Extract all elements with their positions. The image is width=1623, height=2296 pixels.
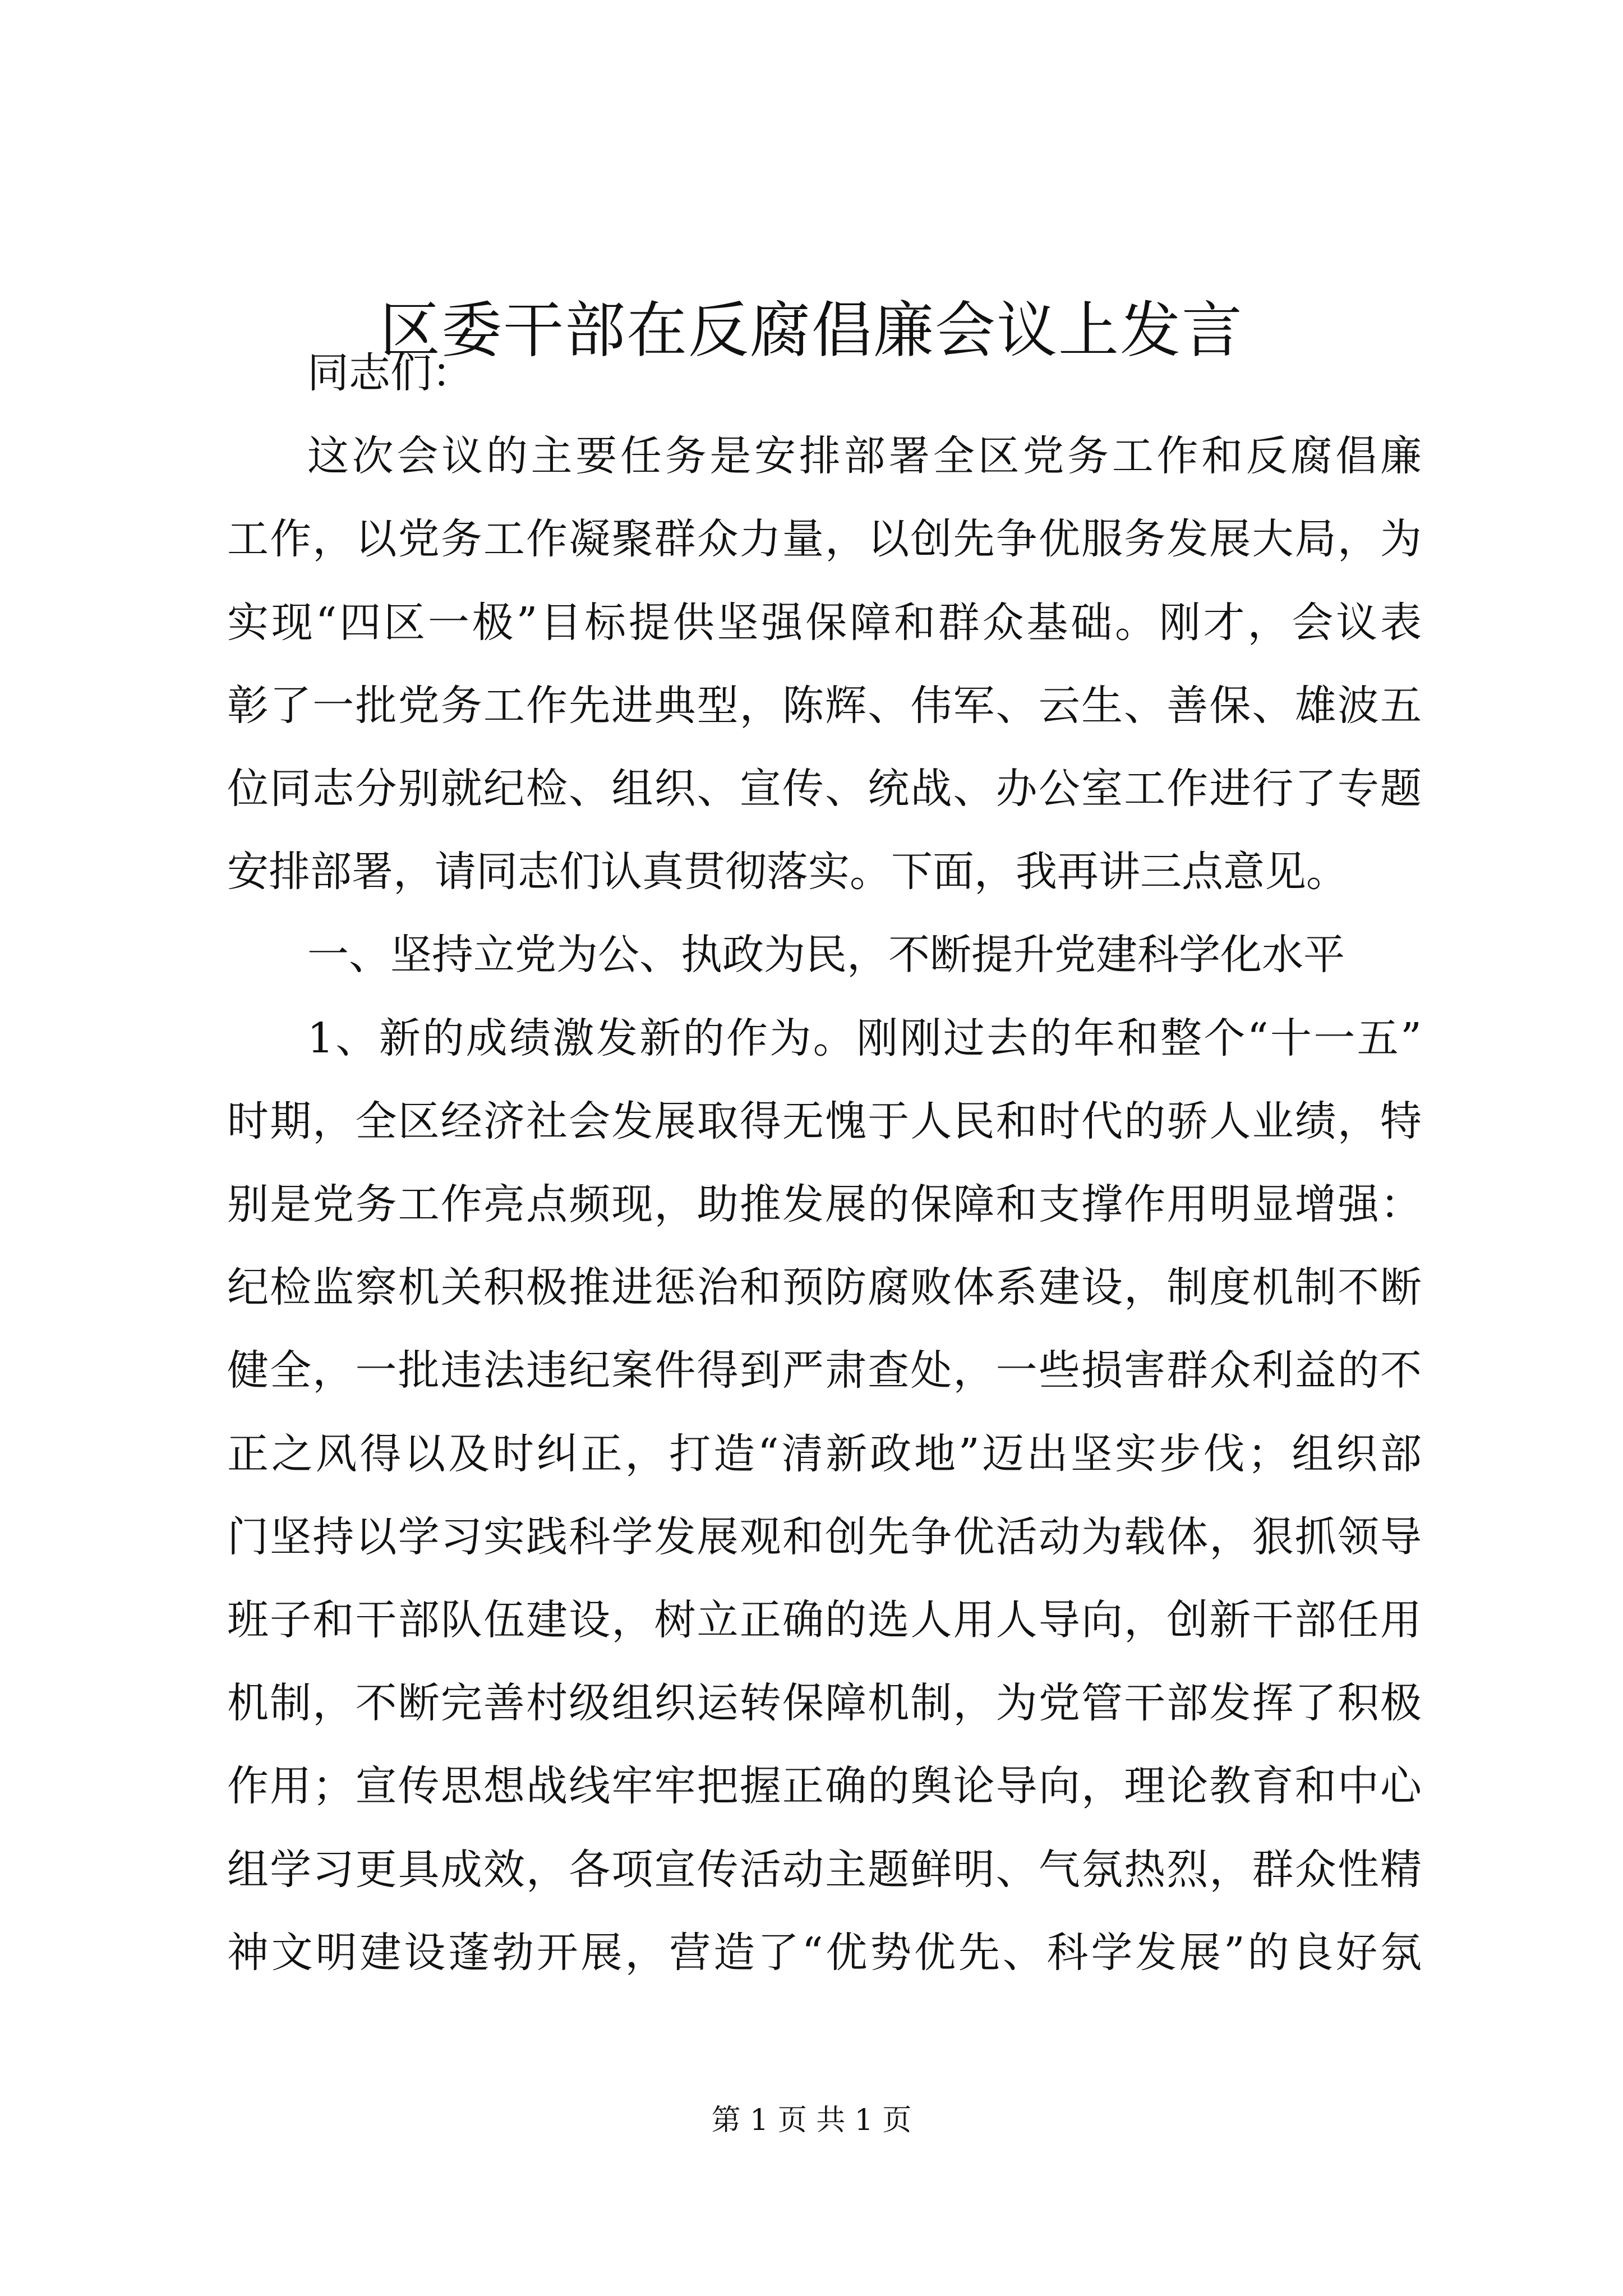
body-line: 神文明建设蓬勃开展，营造了“优势优先、科学发展”的良好氛 — [227, 1929, 1422, 1977]
body-line: 这次会议的主要任务是安排部署全区党务工作和反腐倡廉 — [307, 432, 1422, 480]
body-line: 工作，以党务工作凝聚群众力量，以创先争优服务发展大局，为 — [227, 515, 1422, 563]
body-line: 组学习更具成效，各项宣传活动主题鲜明、气氛热烈，群众性精 — [227, 1846, 1422, 1894]
document-title: 区委干部在反腐倡廉会议上发言 — [379, 296, 1243, 366]
body-line: 实现“四区一极”目标提供坚强保障和群众基础。刚才，会议表 — [227, 599, 1422, 647]
body-line: 机制，不断完善村级组织运转保障机制，为党管干部发挥了积极 — [227, 1679, 1422, 1727]
body-line: 时期，全区经济社会发展取得无愧于人民和时代的骄人业绩，特 — [227, 1097, 1422, 1145]
body-line: 纪检监察机关积极推进惩治和预防腐败体系建设，制度机制不断 — [227, 1263, 1422, 1312]
body-line: 彰了一批党务工作先进典型，陈辉、伟军、云生、善保、雄波五 — [227, 682, 1422, 730]
page-footer: 第 1 页 共 1 页 — [711, 2104, 912, 2137]
body-line: 班子和干部队伍建设，树立正确的选人用人导向，创新干部任用 — [227, 1596, 1422, 1644]
body-line: 安排部署，请同志们认真贯彻落实。下面，我再讲三点意见。 — [227, 848, 1348, 896]
body-line: 门坚持以学习实践科学发展观和创先争优活动为载体，狠抓领导 — [227, 1513, 1422, 1561]
body-line: 别是党务工作亮点频现，助推发展的保障和支撑作用明显增强： — [227, 1180, 1422, 1228]
body-line: 同志们： — [307, 349, 473, 397]
body-line: 1、新的成绩激发新的作为。刚刚过去的年和整个“十一五” — [307, 1014, 1422, 1062]
body-line: 作用；宣传思想战线牢牢把握正确的舆论导向，理论教育和中心 — [227, 1762, 1422, 1810]
body-line: 位同志分别就纪检、组织、宣传、统战、办公室工作进行了专题 — [227, 765, 1422, 813]
body-line: 健全，一批违法违纪案件得到严肃查处，一些损害群众利益的不 — [227, 1346, 1422, 1395]
body-line: 一、坚持立党为公、执政为民，不断提升党建科学化水平 — [307, 931, 1345, 979]
body-line: 正之风得以及时纠正，打造“清新政地”迈出坚实步伐；组织部 — [227, 1430, 1422, 1478]
